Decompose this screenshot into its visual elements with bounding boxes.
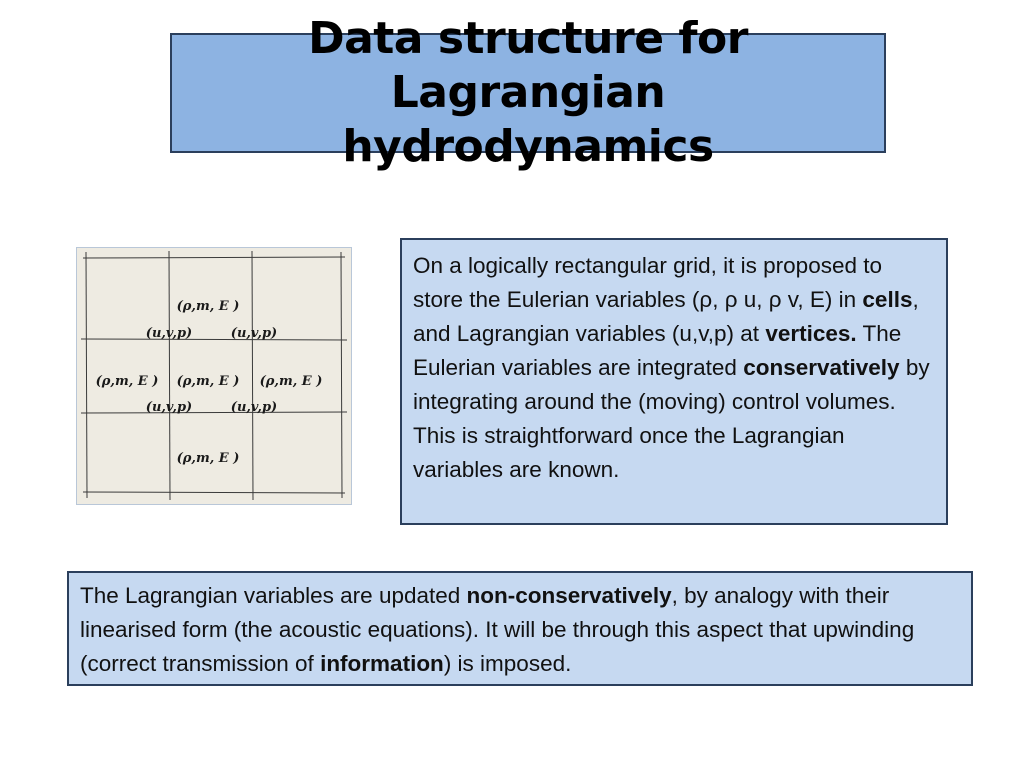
grid-line-v-2 — [169, 251, 170, 500]
eulerian-bold-cells: cells — [862, 287, 913, 312]
lagrangian-bold-information: information — [320, 651, 444, 676]
slide-title-box — [170, 13, 886, 172]
eulerian-bold-vertices: vertices. — [765, 321, 857, 346]
slide-title-line-2: hydrodynamics — [342, 121, 714, 172]
grid-line-h-1 — [83, 257, 345, 258]
grid-line-h-4 — [83, 492, 345, 493]
grid-line-h-2 — [81, 339, 347, 340]
lagrangian-text-1: The Lagrangian variables are updated — [80, 583, 467, 608]
lagrangian-text-3: ) is imposed. — [443, 651, 572, 676]
vertex-variables-top-left: (u,v,p) — [145, 326, 193, 341]
cell-variables-left: (ρ,m, E ) — [95, 374, 159, 389]
vertex-variables-top-right: (u,v,p) — [230, 326, 278, 341]
lagrangian-text-2: , by analogy with their linearised form (the acoustic equations). It will be through this aspect that upwinding (correct transmission of — [80, 583, 915, 676]
grid-line-v-1 — [86, 252, 87, 498]
cell-variables-center: (ρ,m, E ) — [176, 374, 240, 389]
slide-title — [172, 12, 884, 174]
grid-line-v-4 — [341, 252, 342, 498]
grid-diagram-svg — [77, 248, 351, 504]
grid-diagram — [76, 247, 352, 505]
eulerian-text-3: The Eulerian variables are integrated — [413, 321, 902, 380]
eulerian-text-4: by integrating around the (moving) control volumes. This is straightforward once the Lagrangian variables are known. — [413, 355, 930, 482]
grid-line-h-3 — [81, 412, 347, 413]
vertex-variables-bottom-right: (u,v,p) — [230, 400, 278, 415]
eulerian-bold-conservatively: conservatively — [743, 355, 900, 380]
lagrangian-bold-non-conservatively: non-conservatively — [466, 583, 672, 608]
description-box-lagrangian — [67, 571, 973, 686]
cell-variables-bottom: (ρ,m, E ) — [176, 451, 240, 466]
slide-title-line-1: Data structure for Lagrangian — [308, 13, 748, 118]
vertex-variables-bottom-left: (u,v,p) — [145, 400, 193, 415]
cell-variables-top: (ρ,m, E ) — [176, 299, 240, 314]
cell-variables-right: (ρ,m, E ) — [259, 374, 323, 389]
eulerian-text-1: On a logically rectangular grid, it is proposed to store the Eulerian variables (ρ, ρ u, ρ v, E) in — [413, 253, 882, 312]
grid-line-v-3 — [252, 251, 253, 500]
eulerian-text-2: , and Lagrangian variables (u,v,p) at — [413, 287, 919, 346]
description-box-eulerian — [400, 238, 948, 525]
